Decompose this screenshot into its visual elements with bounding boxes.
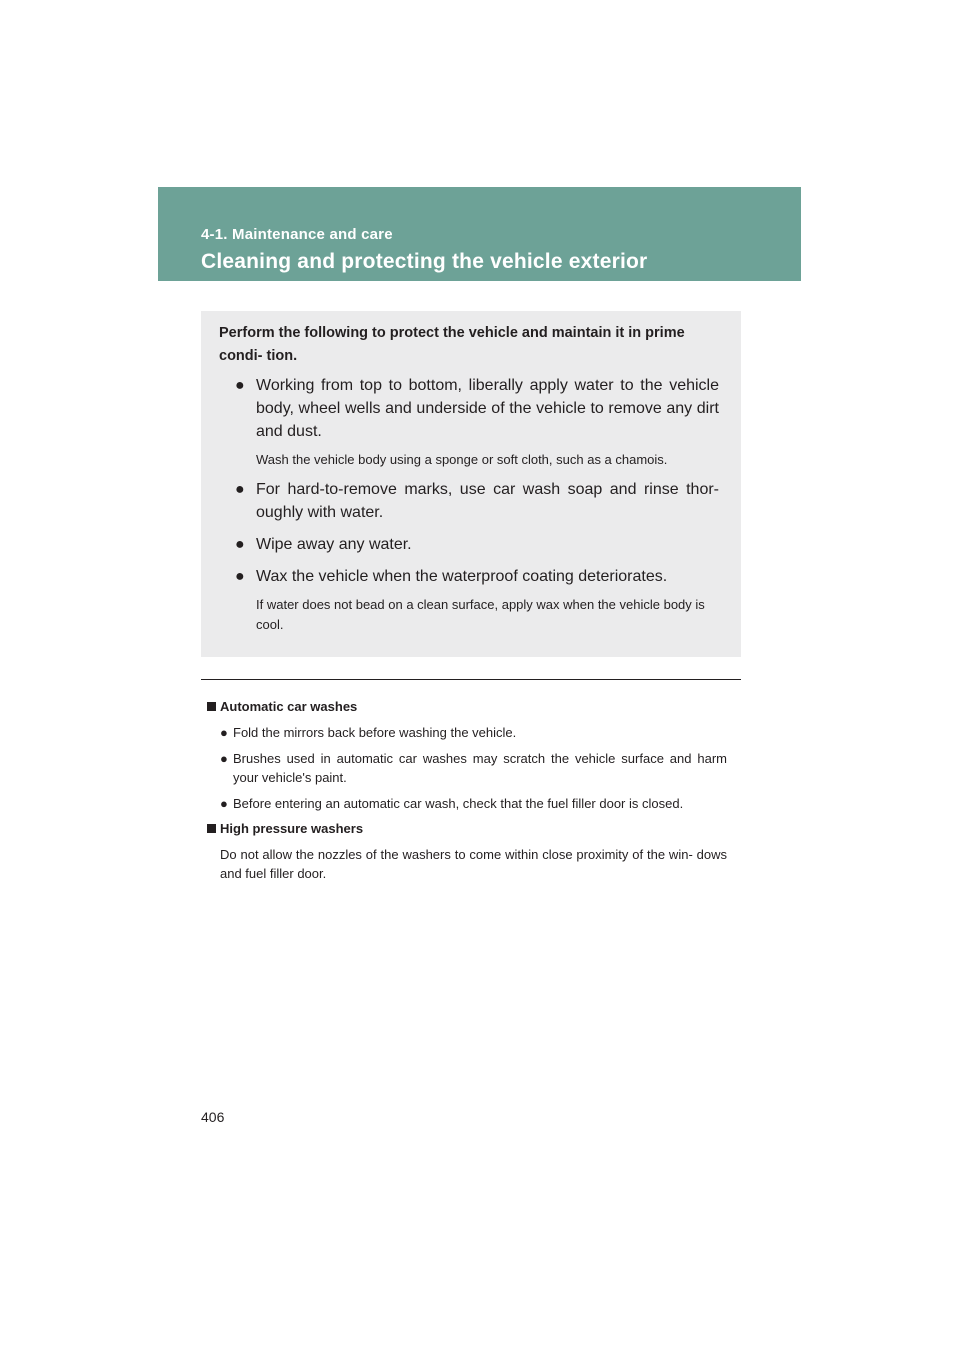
square-bullet-icon xyxy=(207,824,216,833)
bullet-icon: ● xyxy=(220,725,228,740)
step-text: Working from top to bottom, liberally apply water to the vehicle body, wheel wells and underside of the vehicle to remove any dirt and dust. xyxy=(256,377,719,440)
note-heading-text: Automatic car washes xyxy=(220,699,358,714)
step-item xyxy=(219,565,723,635)
bullet-icon: ● xyxy=(235,568,245,585)
bullet-icon: ● xyxy=(235,536,245,553)
note-item xyxy=(207,749,727,787)
step-note: Wash the vehicle body using a sponge or soft cloth, such as a chamois. xyxy=(256,452,668,467)
note-item-text: Before entering an automatic car wash, check that the fuel filler door is closed. xyxy=(233,796,684,811)
note-heading xyxy=(207,698,727,716)
page-number: 406 xyxy=(201,1109,225,1125)
step-note: If water does not bead on a clean surface, apply wax when the vehicle body is cool. xyxy=(256,597,705,632)
step-text: For hard-to-remove marks, use car wash soap and rinse thor- oughly with water. xyxy=(256,481,719,521)
step-item xyxy=(219,533,723,556)
bullet-icon: ● xyxy=(235,377,245,394)
notes-section xyxy=(207,698,727,883)
note-item xyxy=(207,794,727,813)
note-heading-text: High pressure washers xyxy=(220,821,364,836)
bullet-icon: ● xyxy=(220,796,228,811)
summary-box xyxy=(201,311,741,657)
note-paragraph: Do not allow the nozzles of the washers to come within close proximity of the win- dows and fuel filler door. xyxy=(220,847,727,881)
step-item xyxy=(219,374,723,470)
note-heading xyxy=(207,820,727,838)
divider xyxy=(201,679,741,680)
note-item xyxy=(207,723,727,742)
step-item xyxy=(219,478,723,524)
page-title: Cleaning and protecting the vehicle exterior xyxy=(201,250,648,273)
note-item-text: Fold the mirrors back before washing the vehicle. xyxy=(233,725,517,740)
step-text: Wipe away any water. xyxy=(256,536,412,553)
summary-intro: Perform the following to protect the vehicle and maintain it in prime condi- tion. xyxy=(219,325,685,364)
section-label: 4-1. Maintenance and care xyxy=(201,226,393,243)
bullet-icon: ● xyxy=(235,481,245,498)
note-item-text: Brushes used in automatic car washes may scratch the vehicle surface and harm your vehicle's paint. xyxy=(233,751,727,785)
bullet-icon: ● xyxy=(220,751,228,766)
step-text: Wax the vehicle when the waterproof coating deteriorates. xyxy=(256,568,668,585)
square-bullet-icon xyxy=(207,702,216,711)
